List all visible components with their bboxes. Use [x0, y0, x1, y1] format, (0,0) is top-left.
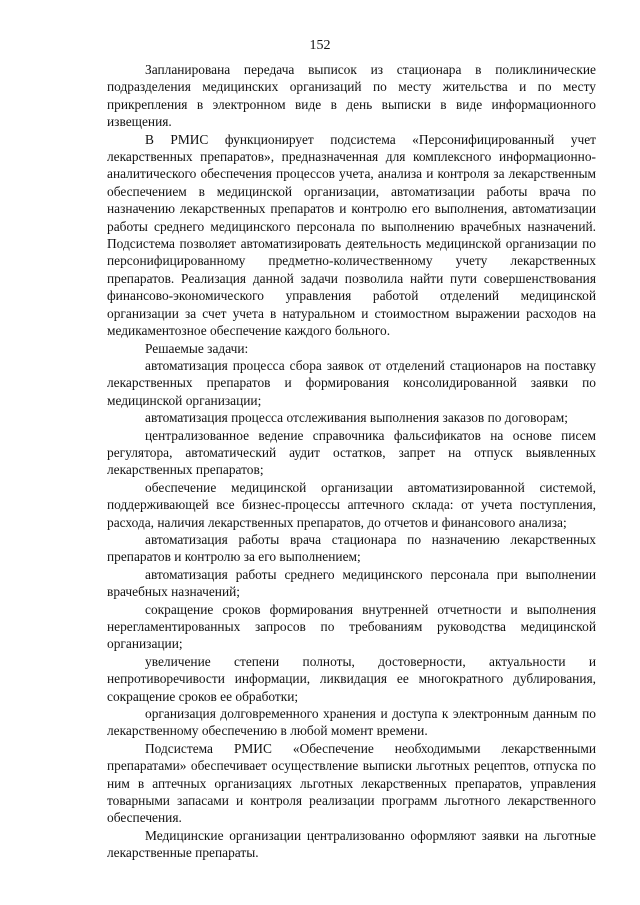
- task-item: сокращение сроков формирования внутренней отчетности и выполнения нерегламентированных запросов по требованиям руководства медицинской организации;: [107, 601, 596, 652]
- task-item: обеспечение медицинской организации автоматизированной системой, поддерживающей все бизнес-процессы аптечного склада: от учета поступления, расхода, наличия лекарственных препаратов, до отчетов и финансового анализа;: [107, 479, 596, 530]
- task-item: автоматизация работы среднего медицинского персонала при выполнении врачебных назначений;: [107, 566, 596, 600]
- document-body: [107, 61, 596, 862]
- task-list: [107, 357, 596, 740]
- paragraph-discharge-transfer: Запланирована передача выписок из стационара в поликлинические подразделения медицинских организаций по месту жительства и по месту прикрепления в электронном виде в день выписки в виде информационного извещения.: [107, 62, 596, 130]
- paragraph-tasks-heading: Решаемые задачи:: [145, 340, 249, 356]
- task-item: организация долговременного хранения и доступа к электронным данным по лекарственному обеспечению в любой момент времени.: [107, 706, 596, 739]
- paragraph-centralized-requests: Медицинские организации централизованно оформляют заявки на льготные лекарственные препараты.: [107, 827, 596, 861]
- paragraph-preferential-supply-subsystem: Подсистема РМИС «Обеспечение необходимыми лекарственными препаратами» обеспечивает осуществление выписки льготных рецептов, отпуска по ним в аптечных организациях льготных лекарственных препаратов, управления товарными запасами и контроля реализации программ льготного лекарственного обеспечения.: [107, 740, 596, 826]
- page-number: 152: [309, 38, 331, 53]
- task-item: автоматизация процесса отслеживания выполнения заказов по договорам;: [145, 410, 568, 426]
- task-item: централизованное ведение справочника фальсификатов на основе писем регулятора, автоматический аудит остатков, запрет на отпуск выявленных лекарственных препаратов;: [107, 427, 596, 478]
- task-item: автоматизация работы врача стационара по назначению лекарственных препаратов и контролю за его выполнением;: [107, 531, 596, 565]
- paragraph-drug-accounting-subsystem: В РМИС функционирует подсистема «Персонифицированный учет лекарственных препаратов», предназначенная для комплексного информационно-аналитического обеспечения процессов учета, анализа и контроля за лекарственным обеспечением в медицинской организации, автоматизации работы врача по назначению лекарственных препаратов и контролю его выполнения, автоматизации работы среднего медицинского персонала по выполнению врачебных назначений. Подсистема позволяет автоматизировать деятельность медицинской организации по персонифицированному предметно-количественному учету лекарственных препаратов. Реализация данной задачи позволила найти пути совершенствования финансово-экономического управления работой отделений медицинской организации за счет учета в натуральном и стоимостном выражении расходов на медикаментозное обеспечение каждого больного.: [107, 131, 596, 339]
- task-item: увеличение степени полноты, достоверности, актуальности и непротиворечивости информации, ликвидация ее многократного дублирования, сокращение сроков ее обработки;: [107, 653, 596, 704]
- task-item: автоматизация процесса сбора заявок от отделений стационаров на поставку лекарственных препаратов и формирования консолидированной заявки по медицинской организации;: [107, 357, 596, 408]
